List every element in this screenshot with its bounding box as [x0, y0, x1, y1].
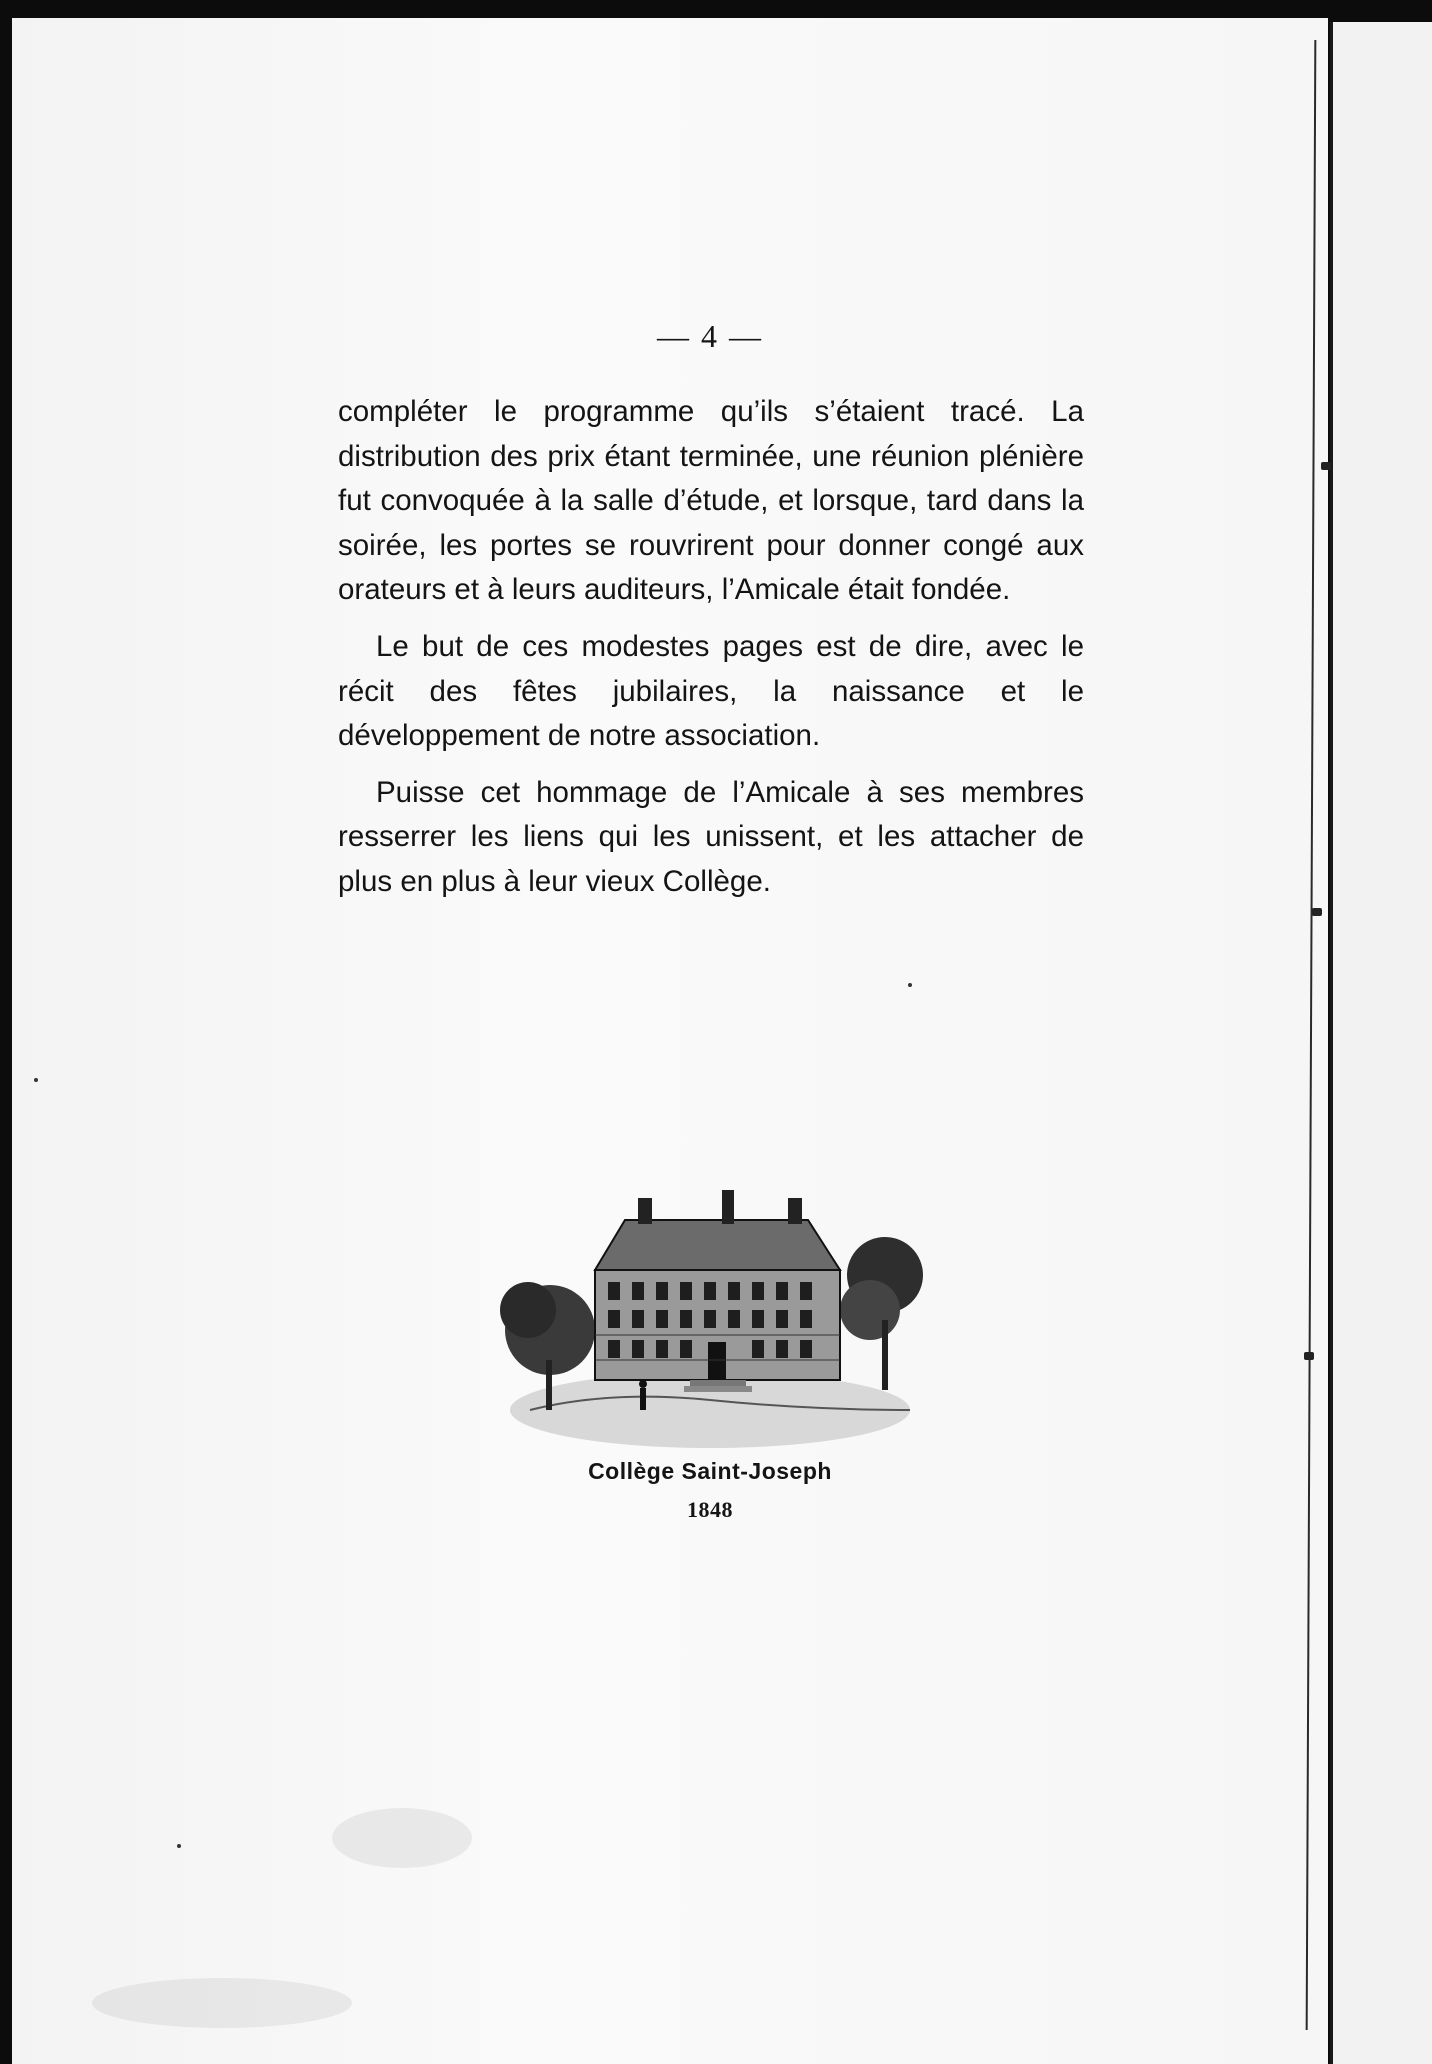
staple-mark: [1304, 1352, 1314, 1360]
paper-speck: [34, 1078, 38, 1082]
paper-speck: [908, 983, 912, 987]
adjacent-page-edge: [1330, 22, 1432, 2064]
paper-smudge: [92, 1978, 352, 2028]
college-building-engraving-icon: [490, 1160, 930, 1460]
body-text: [338, 390, 1084, 917]
caption-year: 1848: [687, 1497, 733, 1522]
paragraph: Puisse cet hommage de l’Amicale à ses membres resserrer les liens qui les unissent, et les attacher de plus en plus à leur vieux Collège.: [338, 775, 1084, 898]
paper-smudge: [332, 1808, 472, 1868]
paragraph: compléter le programme qu’ils s’étaient tracé. La distribution des prix étant terminée, une réunion plénière fut convoquée à la salle d’étude, et lorsque, tard dans la soirée, les portes se rouvrirent pour donner congé aux orateurs et à leurs auditeurs, l’Amicale était fondée.: [338, 395, 1084, 607]
paper-speck: [177, 1844, 181, 1848]
staple-mark: [1321, 462, 1331, 470]
caption-title: Collège Saint-Joseph: [588, 1458, 832, 1484]
staple-mark: [1312, 908, 1322, 916]
paragraph: Le but de ces modestes pages est de dire, avec le récit des fêtes jubilaires, la naissance et le développement de notre association.: [338, 629, 1084, 753]
page-number: — 4 —: [657, 318, 763, 354]
illustration-caption: [540, 1458, 880, 1523]
